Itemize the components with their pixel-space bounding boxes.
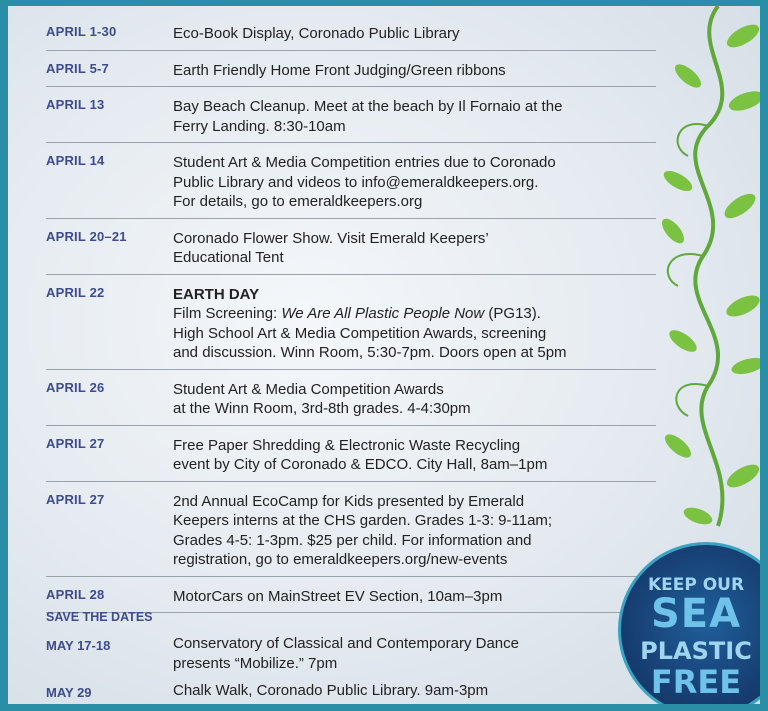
- event-date: APRIL 1-30: [46, 24, 117, 39]
- event-line: Free Paper Shredding & Electronic Waste Recycling: [173, 436, 521, 454]
- event-date: APRIL 5-7: [46, 60, 109, 76]
- event-date: APRIL 28: [46, 586, 105, 602]
- badge-line-3: PLASTIC: [640, 637, 752, 665]
- save-event-row: [46, 681, 656, 701]
- event-line: Coronado Flower Show. Visit Emerald Keepers’: [173, 229, 489, 247]
- save-event-row: [46, 634, 656, 673]
- event-line: MotorCars on MainStreet EV Section, 10am–3pm: [173, 587, 503, 605]
- event-description: [173, 486, 656, 570]
- event-description: [173, 18, 656, 44]
- badge-line-1: KEEP OUR: [647, 575, 745, 595]
- event-line: Educational Tent: [173, 249, 284, 266]
- event-row: [46, 14, 656, 51]
- event-line: Student Art & Media Competition Awards: [173, 380, 444, 398]
- film-title: We Are All Plastic People Now: [281, 305, 485, 322]
- event-line: Eco-Book Display, Coronado Public Library: [173, 25, 460, 42]
- event-line: Public Library and videos to info@emeraldkeepers.org.: [173, 173, 539, 191]
- event-line: Ferry Landing. 8:30-10am: [173, 117, 346, 135]
- event-row: [46, 275, 656, 370]
- event-list: [46, 14, 656, 613]
- vine-illustration: [648, 6, 760, 566]
- save-event-date: MAY 17-18: [46, 638, 111, 653]
- event-description: [173, 374, 656, 419]
- save-event-date: MAY 29: [46, 685, 92, 700]
- event-row: [46, 51, 656, 88]
- event-description: [173, 147, 656, 212]
- event-date: APRIL 27: [46, 435, 105, 451]
- event-row: [46, 143, 656, 219]
- event-date: APRIL 27: [46, 491, 105, 507]
- event-description: [173, 91, 656, 136]
- event-date: APRIL 20–21: [46, 228, 127, 244]
- event-date: APRIL 13: [46, 97, 105, 112]
- film-suffix: (PG13).: [484, 305, 541, 322]
- event-line: Student Art & Media Competition entries due to Coronado: [173, 154, 556, 171]
- event-line: Grades 4-5: 1-3pm. $25 per child. For information and: [173, 531, 532, 549]
- event-line: and discussion. Winn Room, 5:30-7pm. Doors open at 5pm: [173, 344, 567, 361]
- event-date: APRIL 14: [46, 153, 105, 168]
- event-row: [46, 577, 656, 614]
- events-panel: [8, 6, 760, 704]
- event-line: registration, go to emeraldkeepers.org/new-events: [173, 551, 508, 568]
- event-row: [46, 482, 656, 577]
- event-description: [173, 581, 656, 607]
- save-event-line: Conservatory of Classical and Contemporary Dance: [173, 635, 519, 652]
- event-line: Earth Friendly Home Front Judging/Green ribbons: [173, 61, 506, 79]
- event-row: [46, 426, 656, 482]
- save-event-line: Chalk Walk, Coronado Public Library. 9am-3pm: [173, 682, 489, 699]
- event-line: event by City of Coronado & EDCO. City Hall, 8am–1pm: [173, 456, 548, 473]
- event-description: [173, 223, 656, 268]
- event-line: For details, go to emeraldkeepers.org: [173, 193, 423, 210]
- save-the-dates-heading: SAVE THE DATES: [46, 610, 153, 624]
- event-row: [46, 87, 656, 143]
- event-row: [46, 370, 656, 426]
- event-date: APRIL 22: [46, 284, 105, 300]
- event-description: [173, 430, 656, 475]
- event-line: at the Winn Room, 3rd-8th grades. 4-4:30pm: [173, 400, 471, 417]
- event-description: [173, 279, 656, 363]
- event-description: [173, 55, 656, 81]
- event-line: High School Art & Media Competition Awards, screening: [173, 324, 547, 342]
- event-line: 2nd Annual EcoCamp for Kids presented by Emerald: [173, 492, 525, 510]
- event-title: EARTH DAY: [173, 285, 260, 303]
- badge-line-2: SEA: [650, 591, 742, 637]
- save-event-line: presents “Mobilize.” 7pm: [173, 654, 338, 672]
- event-row: [46, 219, 656, 275]
- event-line: Bay Beach Cleanup. Meet at the beach by Il Fornaio at the: [173, 98, 563, 115]
- save-event-description: [173, 634, 656, 673]
- event-line: Keepers interns at the CHS garden. Grades 1-3: 9-11am;: [173, 512, 553, 529]
- save-event-description: [173, 681, 656, 701]
- event-date: APRIL 26: [46, 379, 105, 395]
- badge-line-4: FREE: [650, 663, 742, 701]
- film-prefix: Film Screening:: [173, 305, 282, 322]
